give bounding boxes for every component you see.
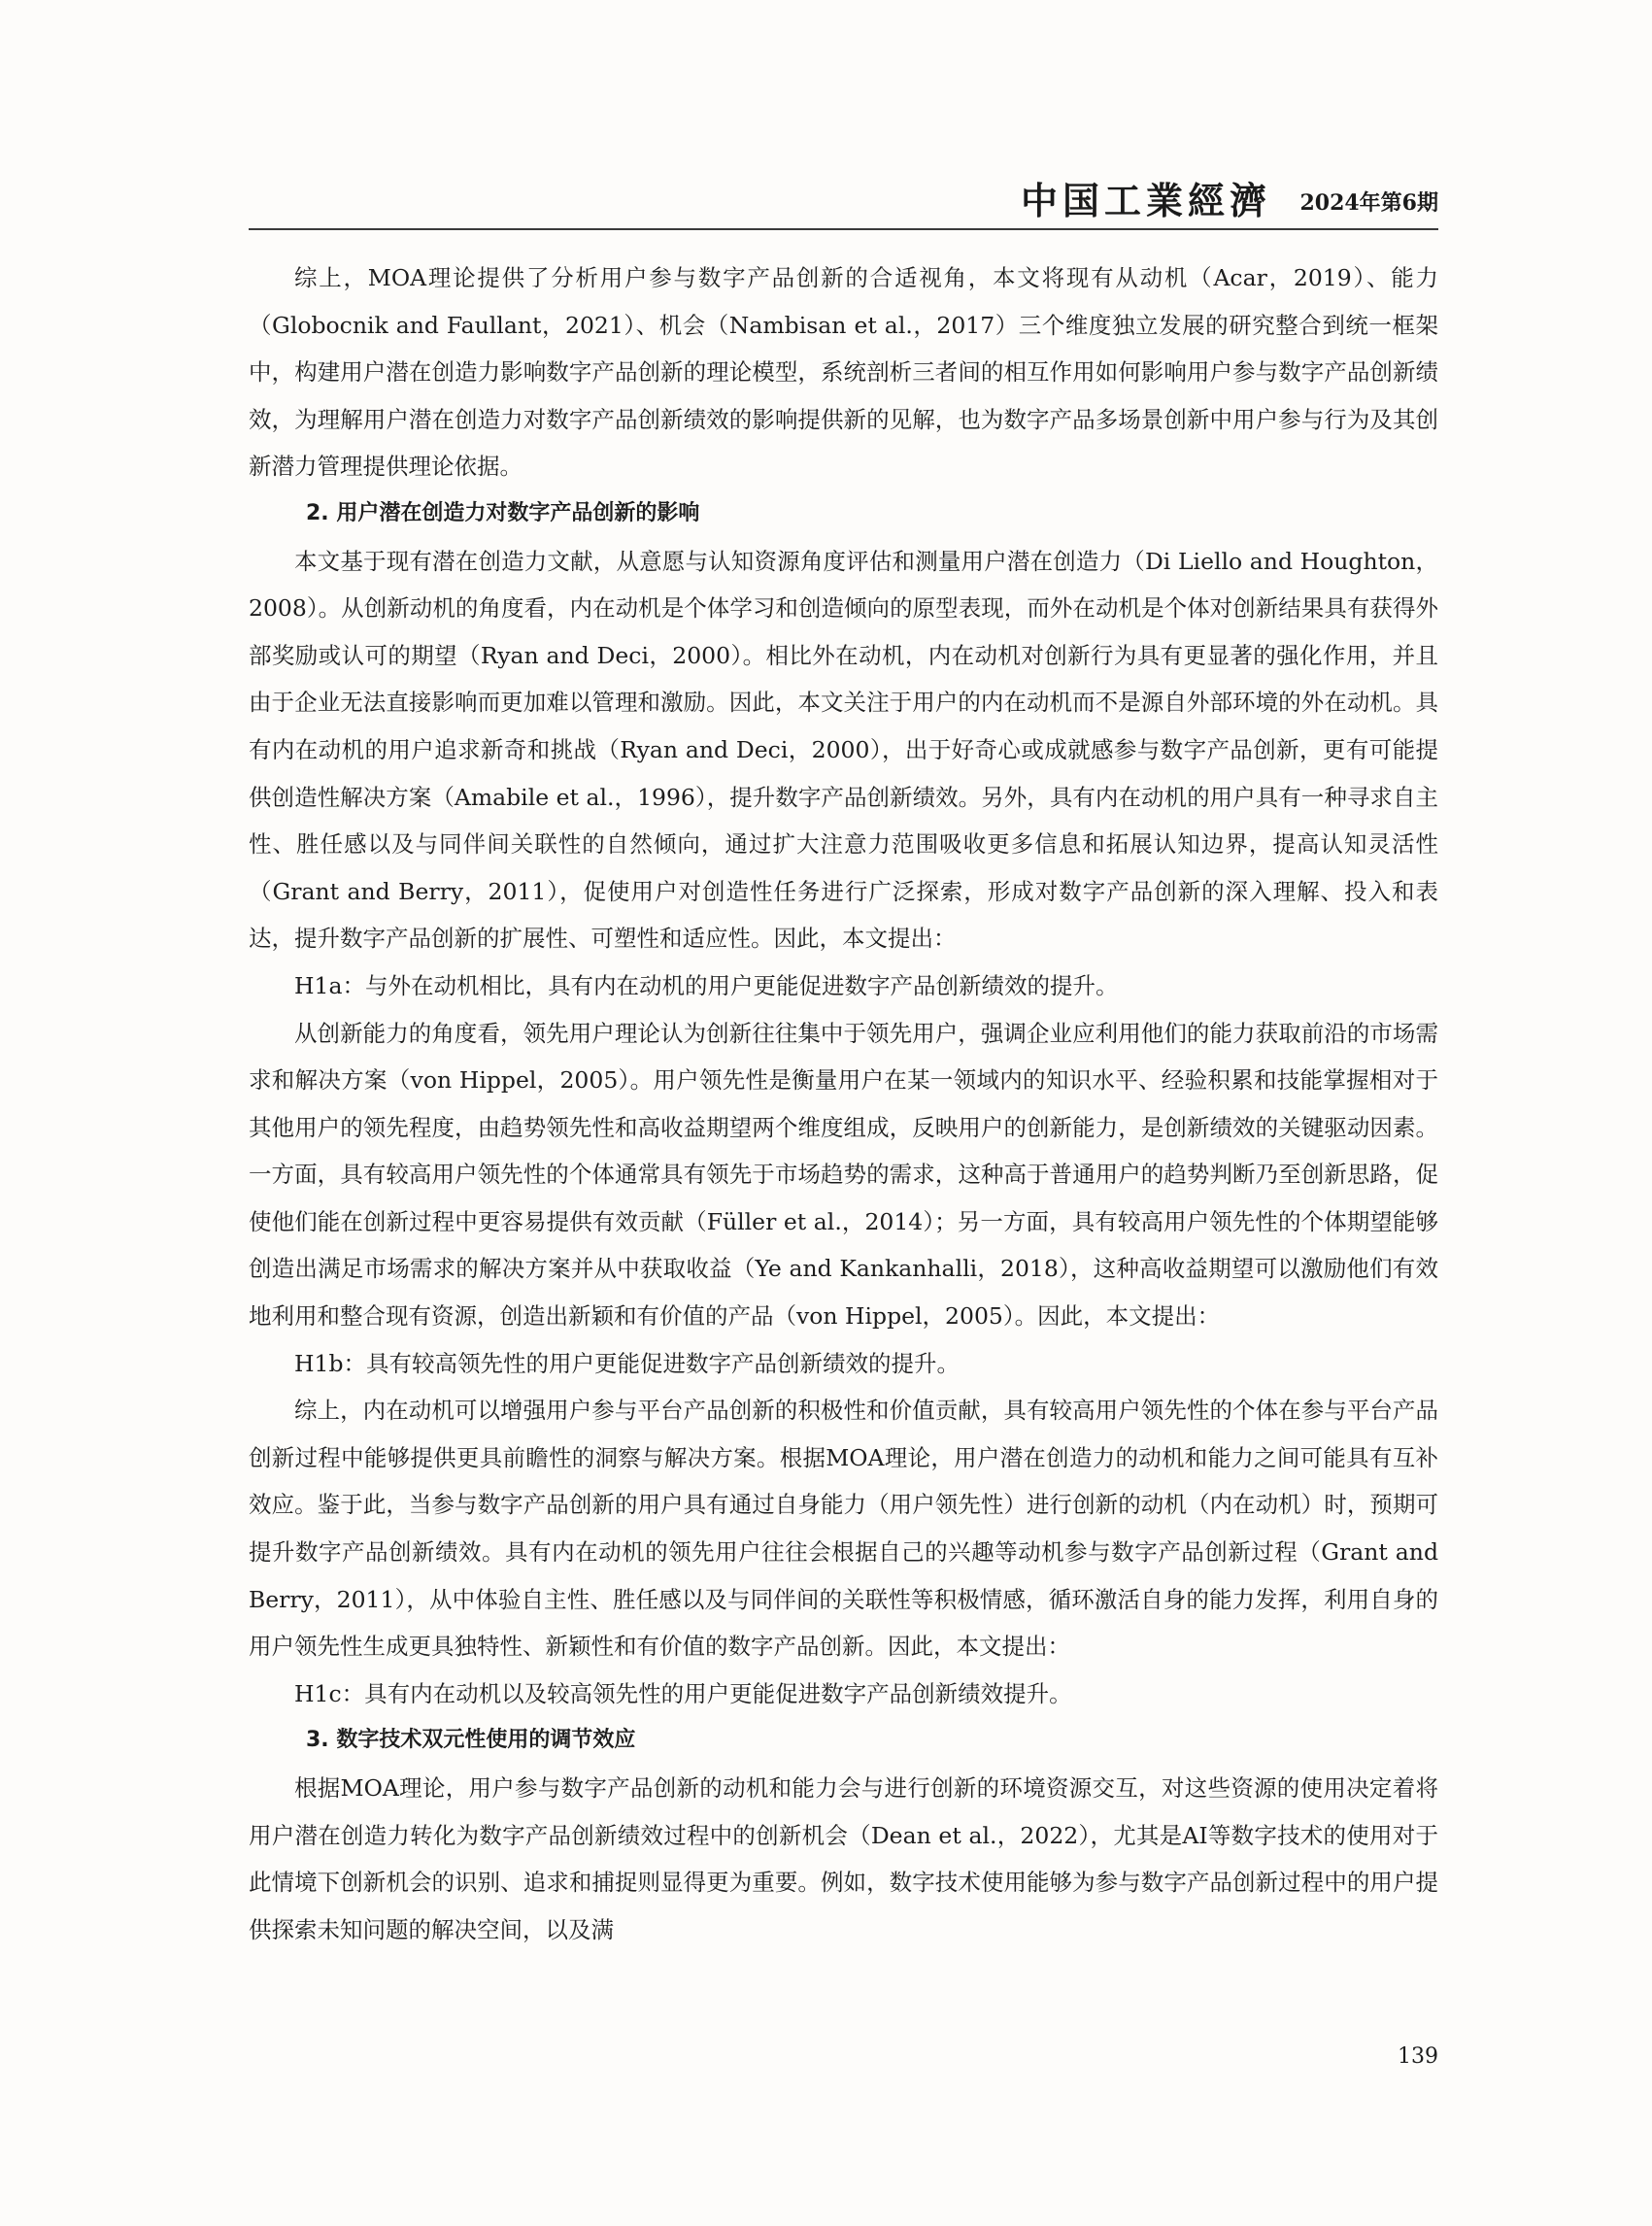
paragraph: 根据MOA理论，用户参与数字产品创新的动机和能力会与进行创新的环境资源交互，对这些资源的使用决定着将用户潜在创造力转化为数字产品创新绩效过程中的创新机会（Dean et al.，2022），尤其是AI等数字技术的使用对于此情境下创新机会的识别、追求和捕捉则显得更为重要。例如，数字技术使用能够为参与数字产品创新过程中的用户提供探索未知问题的解决空间，以及满 <box>249 1774 1438 1943</box>
hypothesis: H1c：具有内在动机以及较高领先性的用户更能促进数字产品创新绩效提升。 <box>294 1679 1072 1707</box>
section-heading: 2. 用户潜在创造力对数字产品创新的影响 <box>306 500 700 525</box>
section-heading: 3. 数字技术双元性使用的调节效应 <box>306 1728 636 1753</box>
hypothesis: H1a：与外在动机相比，具有内在动机的用户更能促进数字产品创新绩效的提升。 <box>294 971 1119 999</box>
paragraph: 本文基于现有潜在创造力文献，从意愿与认知资源角度评估和测量用户潜在创造力（Di Liello and Houghton，2008）。从创新动机的角度看，内在动机是个体学习和创造倾向的原型表现，而外在动机是个体对创新结果具有获得外部奖励或认可的期望（Ryan and Deci，2000）。相比外在动机，内在动机对创新行为具有更显著的强化作用，并且由于企业无法直接影响而更加难以管理和激励。因此，本文关注于用户的内在动机而不是源自外部环境的外在动机。具有内在动机的用户追求新奇和挑战（Ryan and Deci，2000），出于好奇心或成就感参与数字产品创新，更有可能提供创造性解决方案（Amabile et al.，1996），提升数字产品创新绩效。另外，具有内在动机的用户具有一种寻求自主性、胜任感以及与同伴间关联性的自然倾向，通过扩大注意力范围吸收更多信息和拓展认知边界，提高认知灵活性（Grant and Berry，2011），促使用户对创造性任务进行广泛探索，形成对数字产品创新的深入理解、投入和表达，提升数字产品创新的扩展性、可塑性和适应性。因此，本文提出： <box>249 547 1438 953</box>
paragraph: 综上，MOA理论提供了分析用户参与数字产品创新的合适视角，本文将现有从动机（Acar，2019）、能力（Globocnik and Faullant，2021）、机会（Nambisan et al.，2017）三个维度独立发展的研究整合到统一框架中，构建用户潜在创造力影响数字产品创新的理论模型，系统剖析三者间的相互作用如何影响用户参与数字产品创新绩效，为理解用户潜在创造力对数字产品创新绩效的影响提供新的见解，也为数字产品多场景创新中用户参与行为及其创新潜力管理提供理论依据。 <box>249 264 1438 481</box>
article-body <box>249 254 1438 1953</box>
journal-title: 中国工業經濟 <box>1020 179 1271 222</box>
page-number: 139 <box>1398 2044 1438 2069</box>
paragraph: 从创新能力的角度看，领先用户理论认为创新往往集中于领先用户，强调企业应利用他们的能力获取前沿的市场需求和解决方案（von Hippel，2005）。用户领先性是衡量用户在某一领域内的知识水平、经验积累和技能掌握相对于其他用户的领先程度，由趋势领先性和高收益期望两个维度组成，反映用户的创新能力，是创新绩效的关键驱动因素。一方面，具有较高用户领先性的个体通常具有领先于市场趋势的需求，这种高于普通用户的趋势判断乃至创新思路，促使他们能在创新过程中更容易提供有效贡献（Füller et al.，2014）；另一方面，具有较高用户领先性的个体期望能够创造出满足市场需求的解决方案并从中获取收益（Ye and Kankanhalli，2018），这种高收益期望可以激励他们有效地利用和整合现有资源，创造出新颖和有价值的产品（von Hippel，2005）。因此，本文提出： <box>249 1019 1438 1331</box>
paragraph: 综上，内在动机可以增强用户参与平台产品创新的积极性和价值贡献，具有较高用户领先性的个体在参与平台产品创新过程中能够提供更具前瞻性的洞察与解决方案。根据MOA理论，用户潜在创造力的动机和能力之间可能具有互补效应。鉴于此，当参与数字产品创新的用户具有通过自身能力（用户领先性）进行创新的动机（内在动机）时，预期可提升数字产品创新绩效。具有内在动机的领先用户往往会根据自己的兴趣等动机参与数字产品创新过程（Grant and Berry，2011），从中体验自主性、胜任感以及与同伴间的关联性等积极情感，循环激活自身的能力发挥，利用自身的用户领先性生成更具独特性、新颖性和有价值的数字产品创新。因此，本文提出： <box>249 1397 1438 1661</box>
running-header <box>249 178 1438 228</box>
header-rule <box>249 228 1438 230</box>
hypothesis: H1b：具有较高领先性的用户更能促进数字产品创新绩效的提升。 <box>294 1349 960 1377</box>
issue-label: 2024年第6期 <box>1299 190 1438 216</box>
